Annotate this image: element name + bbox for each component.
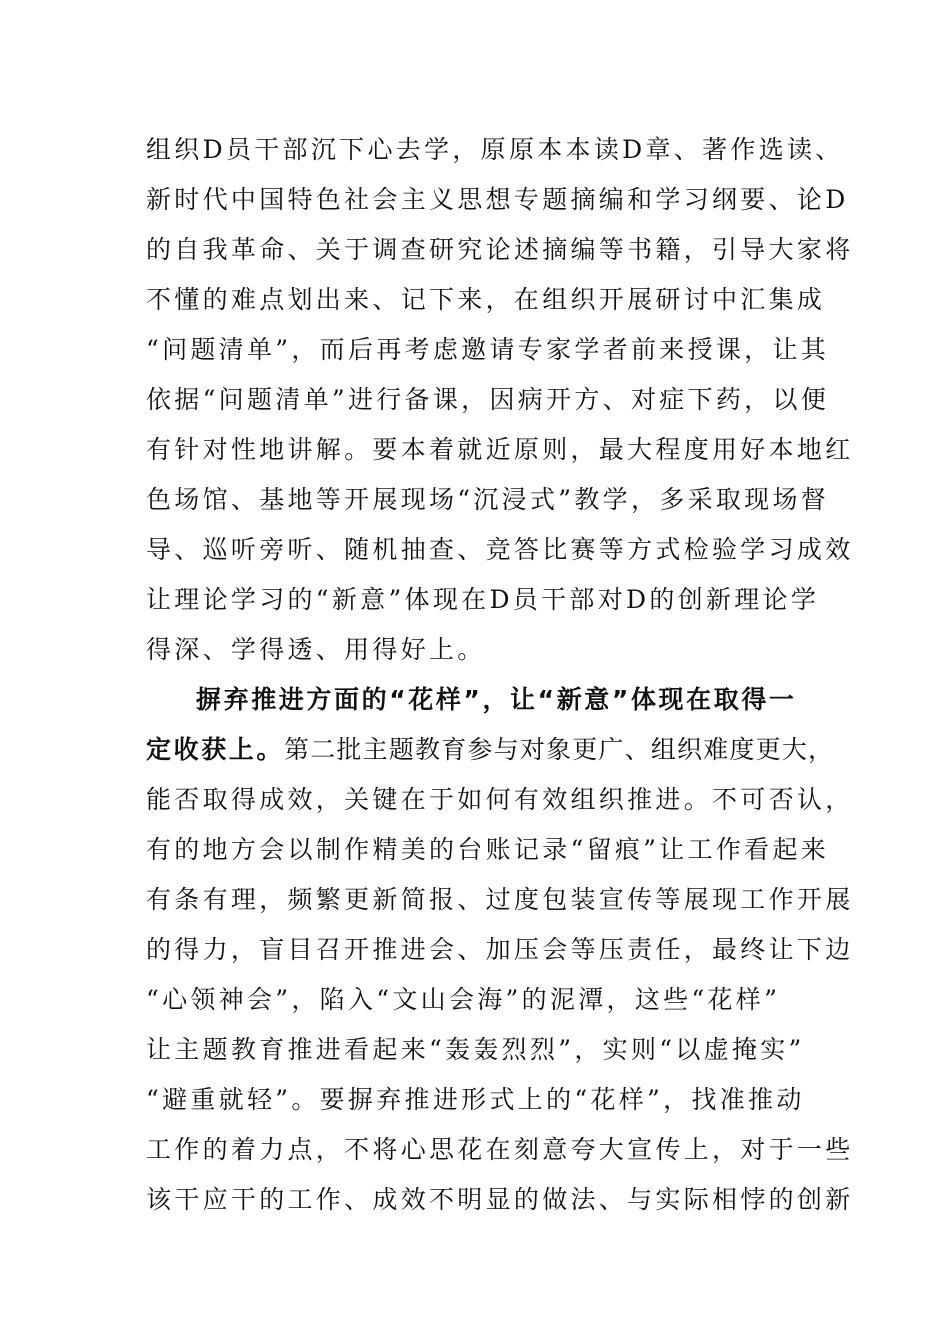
body-text — [146, 125, 854, 1225]
text-line: “心领神会”，陷入“文山会海”的泥潭，这些“花样” — [146, 985, 781, 1014]
text-line: 有的地方会以制作精美的台账记录“留痕”让工作看起来 — [146, 835, 830, 864]
text-line: 新时代中国特色社会主义思想专题摘编和学习纲要、论D — [146, 185, 849, 214]
text-line: “避重就轻”。要摒弃推进形式上的“花样”，找准推动 — [146, 1085, 805, 1114]
text-line: 依据“问题清单”进行备课，因病开方、对症下药，以便 — [146, 385, 830, 414]
text-line: 组织D员干部沉下心去学，原原本本读D章、著作选读、 — [146, 135, 844, 164]
text-line: 导、巡听旁听、随机抽查、竞答比赛等方式检验学习成效 — [146, 535, 854, 564]
text-line: 得深、学得透、用得好上。 — [146, 635, 486, 664]
text-line: 的自我革命、关于调查研究论述摘编等书籍，引导大家将 — [146, 235, 854, 264]
text-line: 不懂的难点划出来、记下来，在组织开展研讨中汇集成 — [146, 285, 826, 314]
section-heading-end: 定收获上。 — [146, 735, 285, 764]
text-line: 的得力，盲目召开推进会、加压会等压责任，最终让下边 — [146, 935, 854, 964]
text-line: 工作的着力点，不将心思花在刻意夸大宣传上，对于一些 — [146, 1135, 854, 1164]
text-line: “问题清单”，而后再考虑邀请专家学者前来授课，让其 — [146, 335, 830, 364]
text-line: 让主题教育推进看起来“轰轰烈烈”，实则“以虚掩实” — [146, 1035, 805, 1064]
text-line: 有条有理，频繁更新简报、过度包装宣传等展现工作开展 — [146, 885, 854, 914]
text-line: 有针对性地讲解。要本着就近原则，最大程度用好本地红 — [146, 435, 854, 464]
heading-continuation-line — [146, 725, 846, 775]
text-line: 该干应干的工作、成效不明显的做法、与实际相悖的创新 — [146, 1185, 854, 1214]
text-span: 第二批主题教育参与对象更广、组织难度更大， — [284, 735, 835, 764]
text-line: 色场馆、基地等开展现场“沉浸式”教学，多采取现场督 — [146, 485, 830, 514]
text-line: 让理论学习的“新意”体现在D员干部对D的创新理论学 — [146, 585, 820, 614]
text-line: 能否取得成效，关键在于如何有效组织推进。不可否认， — [146, 785, 854, 814]
section-heading: 摒弃推进方面的“花样”，让“新意”体现在取得一 — [196, 685, 797, 714]
